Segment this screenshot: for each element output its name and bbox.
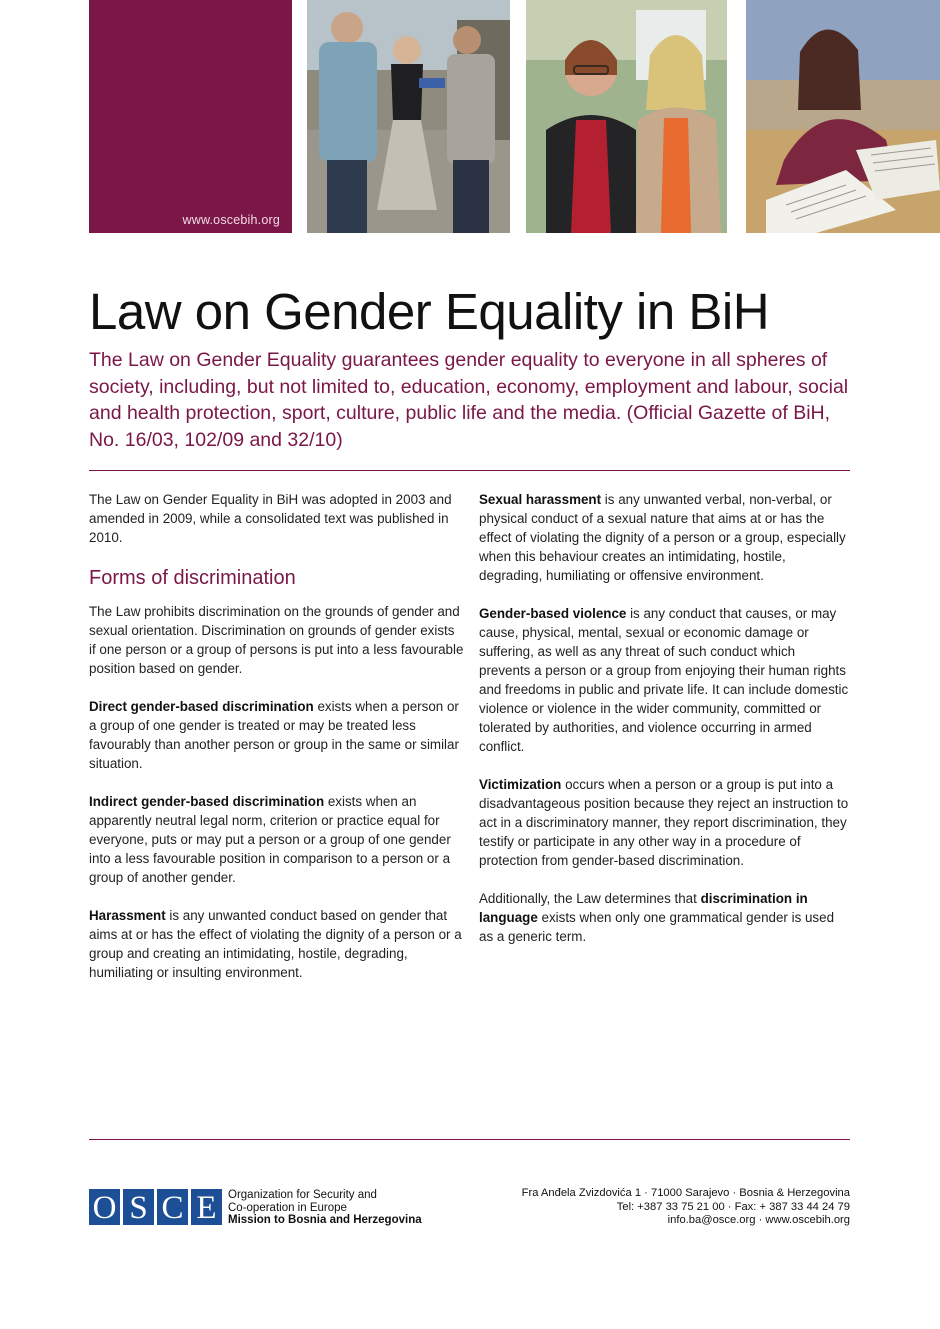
- right-column: [479, 490, 849, 965]
- direct-discrimination-paragraph: [89, 697, 464, 773]
- logo-letter-o: O: [89, 1189, 120, 1225]
- header-banner: [0, 0, 940, 233]
- website-block: [89, 0, 292, 233]
- language-discrimination-text: exists when only one grammatical gender is used as a generic term.: [479, 910, 835, 944]
- logo-letter-c: C: [157, 1189, 188, 1225]
- photo-woman-reading-papers: [746, 0, 940, 233]
- direct-discrimination-term: Direct gender-based discrimination: [89, 699, 314, 714]
- language-discrimination-term: discrimination in language: [479, 891, 808, 925]
- org-line-3: Mission to Bosnia and Herzegovina: [228, 1214, 422, 1226]
- contact-block: [522, 1187, 850, 1228]
- violence-term: Gender-based violence: [479, 606, 627, 621]
- page-title: Law on Gender Equality in BiH: [89, 283, 770, 340]
- website-url[interactable]: www.oscebih.org: [182, 213, 280, 227]
- organization-name: [228, 1189, 458, 1227]
- victimization-text: occurs when a person or a group is put into a disadvantageous position because they reject an instruction to act in a discriminatory manner, they report discrimination, they testify or participate in any other way in a procedure of protection from gender-based discrimination.: [479, 777, 849, 868]
- indirect-discrimination-paragraph: [89, 792, 464, 887]
- logo-letter-e: E: [191, 1189, 222, 1225]
- language-discrimination-paragraph: [479, 889, 849, 946]
- victimization-term: Victimization: [479, 777, 562, 792]
- intro-paragraph: The Law on Gender Equality in BiH was adopted in 2003 and amended in 2009, while a consolidated text was published in 2010.: [89, 492, 452, 545]
- victimization-paragraph: [479, 775, 849, 870]
- language-intro-text: Additionally, the Law determines that: [479, 891, 701, 906]
- email-website[interactable]: info.ba@osce.org · www.oscebih.org: [667, 1214, 850, 1226]
- indirect-discrimination-term: Indirect gender-based discrimination: [89, 794, 325, 809]
- phone-fax: Tel: +387 33 75 21 00 · Fax: + 387 33 44 24 79: [616, 1200, 850, 1213]
- prohibition-paragraph: The Law prohibits discrimination on the grounds of gender and sexual orientation. Discrimination on grounds of gender exists if one person or a group of persons is put into a less favourable position based on gender.: [89, 604, 464, 676]
- harassment-paragraph: [89, 906, 464, 982]
- left-column: [89, 490, 464, 1001]
- sexual-harassment-paragraph: [479, 490, 849, 585]
- org-line-1: Organization for Security and: [228, 1189, 377, 1201]
- logo-letter-s: S: [123, 1189, 154, 1225]
- bottom-divider: [89, 1139, 850, 1140]
- section-heading: Forms of discrimination: [89, 567, 296, 589]
- harassment-text: is any unwanted conduct based on gender that aims at or has the effect of violating the dignity of a person or a group and creating an intimidating, hostile, degrading, humiliating or insulting environment.: [89, 908, 462, 980]
- indirect-discrimination-text: exists when an apparently neutral legal norm, criterion or practice equal for everyone, puts or may put a person or a group of one gender into a less favourable position in comparison to a person or a group of another gender.: [89, 794, 451, 885]
- top-divider: [89, 470, 850, 471]
- violence-text: is any conduct that causes, or may cause, physical, mental, sexual or economic damage or suffering, as well as any threat of such conduct which prevents a person or a group from enjoying their human rights and freedoms in public and private life. It can include domestic violence or violence in the wider community, committed or tolerated by authorities, and violence occurring in armed conflict.: [479, 606, 849, 754]
- lead-paragraph: The Law on Gender Equality guarantees gender equality to everyone in all spheres of society, including, but not limited to, education, economy, employment and labour, social and health protection, sport, culture, public life and the media. (Official Gazette of BiH, No. 16/03, 102/09 and 32/10): [89, 349, 849, 451]
- sexual-harassment-term: Sexual harassment: [479, 492, 602, 507]
- photo-people-outdoors-leaflet: [307, 0, 510, 233]
- harassment-term: Harassment: [89, 908, 166, 923]
- org-line-2: Co-operation in Europe: [228, 1201, 347, 1214]
- postal-address: Fra Anđela Zvizdovića 1 · 71000 Sarajevo · Bosnia & Herzegovina: [521, 1187, 850, 1199]
- direct-discrimination-text: exists when a person or a group of one gender is treated or may be treated less favourably than another person or group in the same or similar situation.: [89, 699, 459, 771]
- sexual-harassment-text: is any unwanted verbal, non-verbal, or physical conduct of a sexual nature that aims at or has the effect of violating the dignity of a person or a group, especially when this behaviour creates an intimidating, hostile, degrading, humiliating or offensive environment.: [479, 492, 846, 583]
- violence-paragraph: [479, 604, 849, 756]
- photo-two-women-seated: [526, 0, 727, 233]
